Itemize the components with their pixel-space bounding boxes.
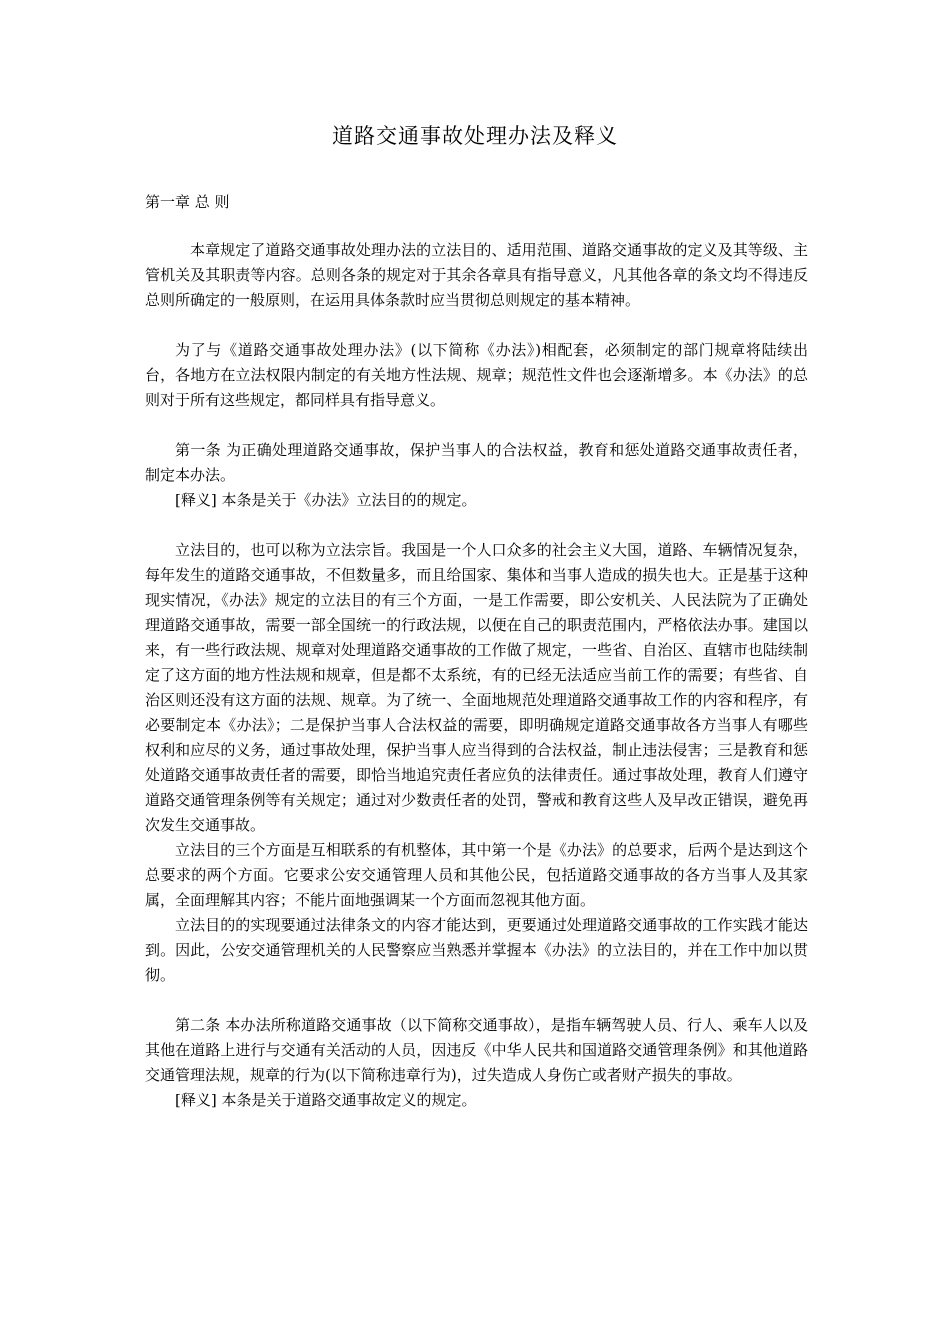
paragraph-supporting-rules: 为了与《道路交通事故处理办法》(以下简称《办法》)相配套，必须制定的部门规章将陆续出台，各地方在立法权限内制定的有关地方性法规、规章；规范性文件也会逐渐增多。本《办法》的总则对于所有这些规定，都同样具有指导意义。 xyxy=(145,341,808,409)
paragraph-three-aspects: 立法目的三个方面是互相联系的有机整体，其中第一个是《办法》的总要求，后两个是达到这个总要求的两个方面。它要求公安交通管理人员和其他公民，包括道路交通事故的各方当事人及其家属，全面理解其内容；不能片面地强调某一个方面而忽视其他方面。 xyxy=(145,841,808,909)
chapter-heading: 第一章 总 则 xyxy=(145,193,230,211)
paragraph-chapter-intro: 本章规定了道路交通事故处理办法的立法目的、适用范围、道路交通事故的定义及其等级、主管机关及其职责等内容。总则各条的规定对于其余各章具有指导意义，凡其他各章的条文均不得违反总则所确定的一般原则，在运用具体条款时应当贯彻总则规定的基本精神。 xyxy=(145,241,808,309)
article-2: 第二条 本办法所称道路交通事故（以下简称交通事故），是指车辆驾驶人员、行人、乘车人以及其他在道路上进行与交通有关活动的人员，因违反《中华人民共和国道路交通管理条例》和其他道路交通管理法规，规章的行为(以下简称违章行为)，过失造成人身伤亡或者财产损失的事故。 xyxy=(145,1016,808,1084)
article-1-interpretation: [释义] 本条是关于《办法》立法目的的规定。 xyxy=(175,491,477,509)
paragraph-spacer xyxy=(145,313,808,338)
paragraph-spacer xyxy=(145,413,808,438)
paragraph-spacer xyxy=(145,513,808,538)
document-body xyxy=(145,238,808,1113)
document-title: 道路交通事故处理办法及释义 xyxy=(332,124,618,148)
article-2-interpretation: [释义] 本条是关于道路交通事故定义的规定。 xyxy=(175,1091,477,1109)
paragraph-realization: 立法目的的实现要通过法律条文的内容才能达到，更要通过处理道路交通事故的工作实践才能达到。因此，公安交通管理机关的人民警察应当熟悉并掌握本《办法》的立法目的，并在工作中加以贯彻。 xyxy=(145,916,808,984)
paragraph-legislative-purpose: 立法目的，也可以称为立法宗旨。我国是一个人口众多的社会主义大国，道路、车辆情况复杂，每年发生的道路交通事故，不但数量多，而且给国家、集体和当事人造成的损失也大。正是基于这种现实情况，《办法》规定的立法目的有三个方面，一是工作需要，即公安机关、人民法院为了正确处理道路交通事故，需要一部全国统一的行政法规，以便在自己的职责范围内，严格依法办事。建国以来，有一些行政法规、规章对处理道路交通事故的工作做了规定，一些省、自治区、直辖市也陆续制定了这方面的地方性法规和规章，但是都不太系统，有的已经无法适应当前工作的需要；有些省、自治区则还没有这方面的法规、规章。为了统一、全面地规范处理道路交通事故工作的内容和程序，有必要制定本《办法》；二是保护当事人合法权益的需要，即明确规定道路交通事故各方当事人有哪些权利和应尽的义务，通过事故处理，保护当事人应当得到的合法权益，制止违法侵害；三是教育和惩处道路交通事故责任者的需要，即恰当地追究责任者应负的法律责任。通过事故处理，教育人们遵守道路交通管理条例等有关规定；通过对少数责任者的处罚，警戒和教育这些人及早改正错误，避免再次发生交通事故。 xyxy=(145,541,808,834)
paragraph-spacer xyxy=(145,988,808,1013)
article-1: 第一条 为正确处理道路交通事故，保护当事人的合法权益，教育和惩处道路交通事故责任者，制定本办法。 xyxy=(145,441,808,484)
